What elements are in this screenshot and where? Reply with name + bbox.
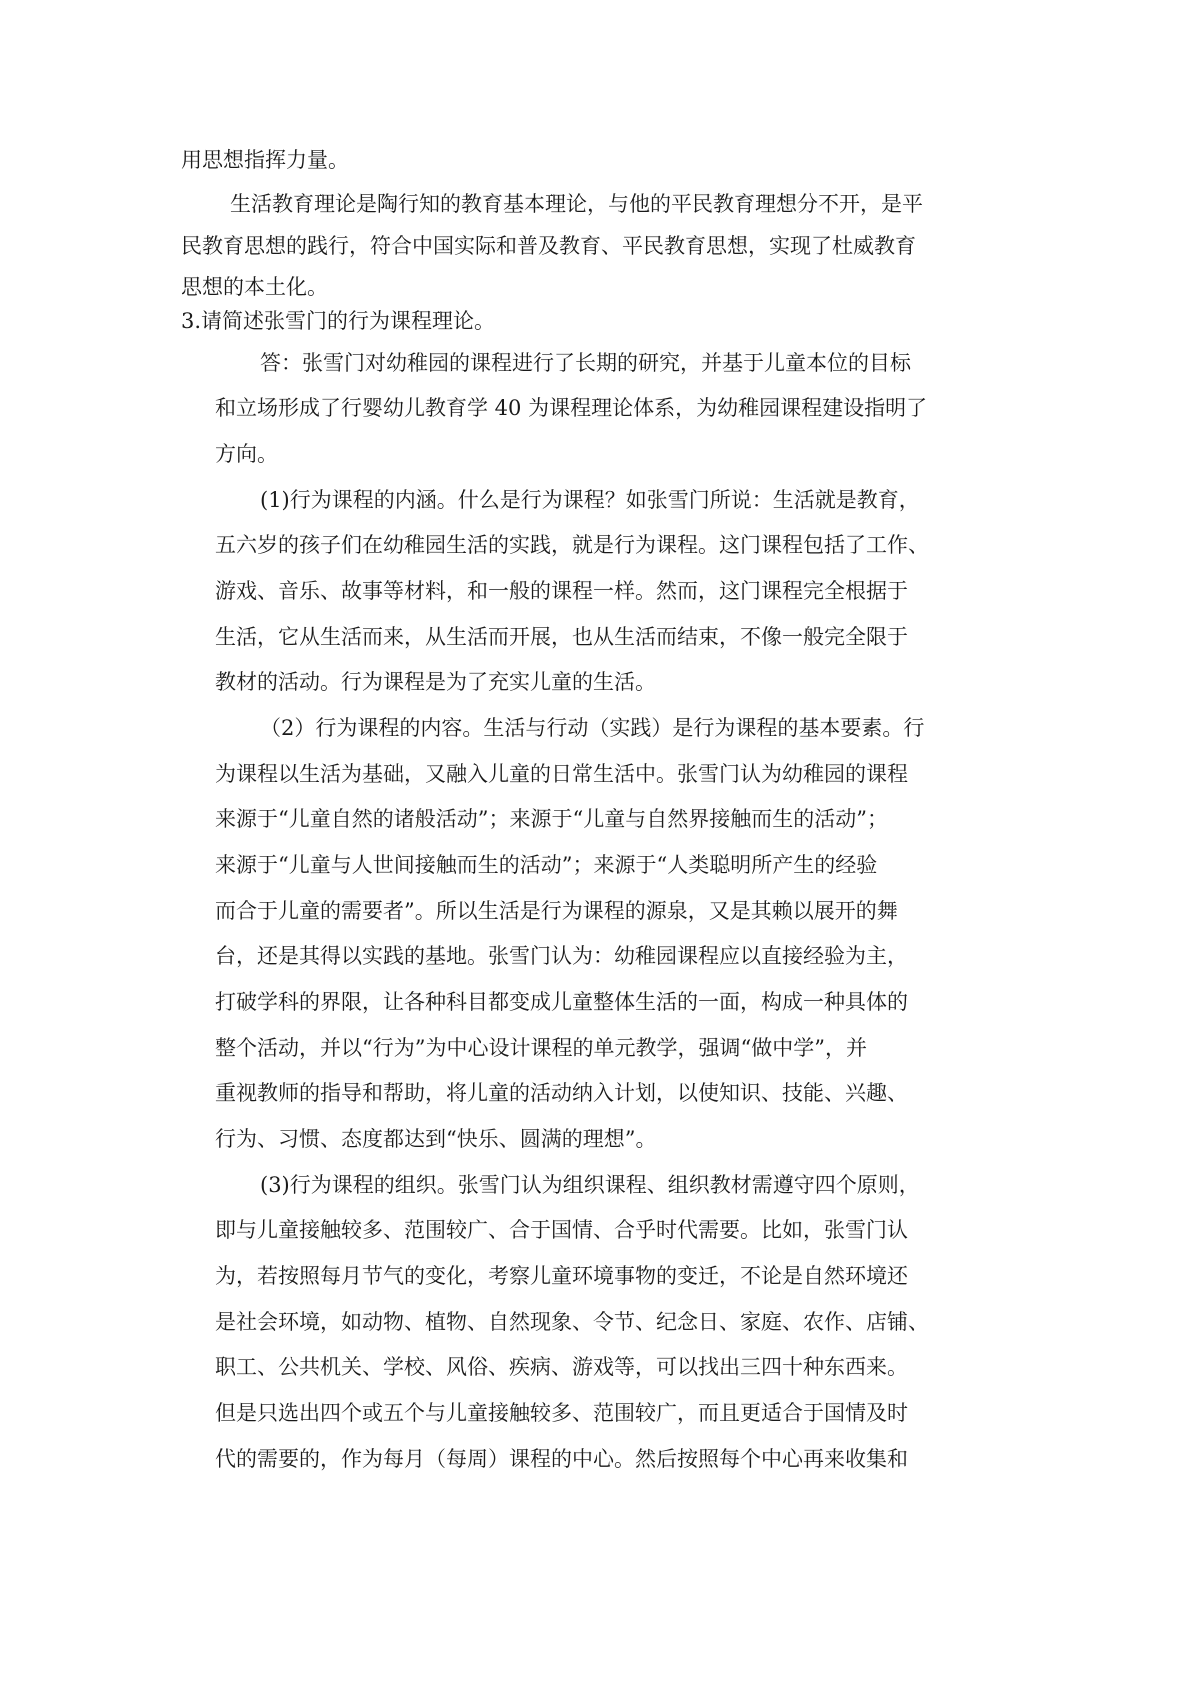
point-2-line-2: 为课程以生活为基础，又融入儿童的日常生活中。张雪门认为幼稚园的课程 (215, 762, 908, 786)
paragraph-2-line-1: 生活教育理论是陶行知的教育基本理论，与他的平民教育理想分不开，是平 (230, 192, 923, 216)
point-2-line-3: 来源于“儿童自然的诸般活动”；来源于“儿童与自然界接触而生的活动”； (215, 807, 888, 831)
point-2-line-10: 行为、习惯、态度都达到“快乐、圆满的理想”。 (215, 1127, 657, 1151)
point-2-line-5: 而合于儿童的需要者”。所以生活是行为课程的源泉，又是其赖以展开的舞 (215, 899, 898, 923)
point-1-line-3: 游戏、音乐、故事等材料，和一般的课程一样。然而，这门课程完全根据于 (215, 579, 908, 603)
point-2-line-9: 重视教师的指导和帮助，将儿童的活动纳入计划，以使知识、技能、兴趣、 (215, 1081, 908, 1105)
point-1-line-1: (1)行为课程的内涵。什么是行为课程？如张雪门所说：生活就是教育， (260, 488, 920, 512)
point-3-line-3: 为，若按照每月节气的变化，考察儿童环境事物的变迁，不论是自然环境还 (215, 1264, 908, 1288)
point-2-line-1: （2）行为课程的内容。生活与行动（实践）是行为课程的基本要素。行 (260, 716, 925, 740)
point-2-line-6: 台，还是其得以实践的基地。张雪门认为：幼稚园课程应以直接经验为主， (215, 944, 908, 968)
point-2-line-8: 整个活动，并以“行为”为中心设计课程的单元教学，强调“做中学”，并 (215, 1036, 867, 1060)
paragraph-2-line-3: 思想的本土化。 (181, 275, 328, 299)
point-3-line-5: 职工、公共机关、学校、风俗、疾病、游戏等，可以找出三四十种东西来。 (215, 1355, 908, 1379)
answer-line-1: 答：张雪门对幼稚园的课程进行了长期的研究，并基于儿童本位的目标 (260, 351, 911, 375)
point-3-line-2: 即与儿童接触较多、范围较广、合于国情、合乎时代需要。比如，张雪门认 (215, 1218, 908, 1242)
intro-line: 用思想指挥力量。 (181, 148, 349, 172)
point-1-line-2: 五六岁的孩子们在幼稚园生活的实践，就是行为课程。这门课程包括了工作、 (215, 533, 929, 557)
point-3-line-7: 代的需要的，作为每月（每周）课程的中心。然后按照每个中心再来收集和 (215, 1447, 908, 1471)
point-3-line-6: 但是只选出四个或五个与儿童接触较多、范围较广，而且更适合于国情及时 (215, 1401, 908, 1425)
question-3-title: 3.请简述张雪门的行为课程理论。 (181, 309, 496, 333)
point-3-line-4: 是社会环境，如动物、植物、自然现象、令节、纪念日、家庭、农作、店铺、 (215, 1310, 929, 1334)
point-1-line-4: 生活，它从生活而来，从生活而开展，也从生活而结束，不像一般完全限于 (215, 625, 908, 649)
point-2-line-7: 打破学科的界限，让各种科目都变成儿童整体生活的一面，构成一种具体的 (215, 990, 908, 1014)
point-3-line-1: (3)行为课程的组织。张雪门认为组织课程、组织教材需遵守四个原则， (260, 1173, 920, 1197)
point-2-line-4: 来源于“儿童与人世间接触而生的活动”；来源于“人类聪明所产生的经验 (215, 853, 878, 877)
point-1-line-5: 教材的活动。行为课程是为了充实儿童的生活。 (215, 670, 656, 694)
answer-line-2: 和立场形成了行婴幼儿教育学 40 为课程理论体系，为幼稚园课程建设指明了 (215, 396, 928, 420)
answer-line-3: 方向。 (215, 442, 278, 466)
paragraph-2-line-2: 民教育思想的践行，符合中国实际和普及教育、平民教育思想，实现了杜威教育 (181, 234, 916, 258)
